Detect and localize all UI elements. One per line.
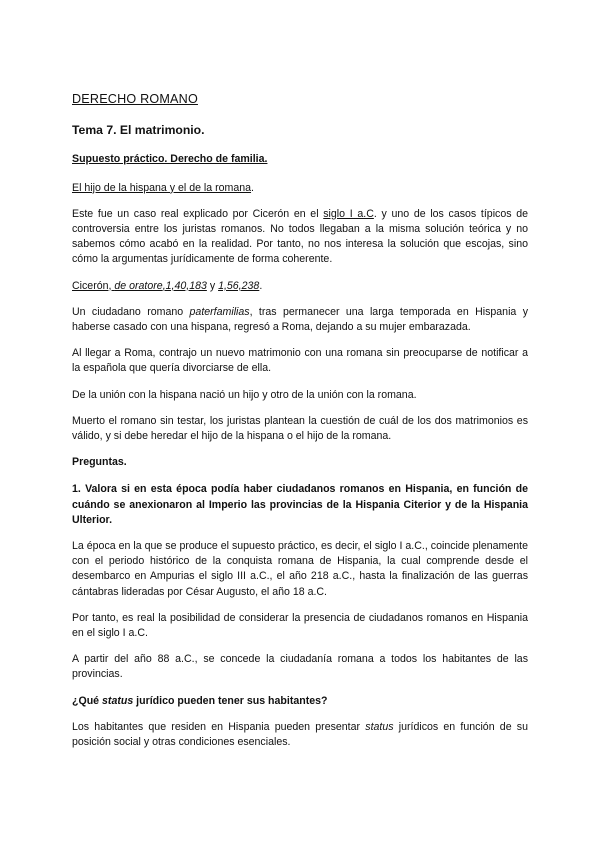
a4-text-b: jurídicos en función de su posición social y otras condiciones esenciales.	[72, 720, 528, 749]
question-2	[72, 694, 528, 709]
p1-text-b: , tras permanecer una larga temporada en Hispania y haberse casado con una hispana, regresó a Roma, dejando a su mujer embarazada.	[72, 305, 529, 334]
intro-text-2: . y uno de los casos típicos de controversia entre los juristas romanos. No todos llegaban a la misma solución teórica y no sabemos cómo acabó en la realidad. Por tanto, no nos interesa la solución que escojas, sino cómo la argumentas jurídicamente de forma coherente.	[72, 207, 528, 266]
answer-paragraph-1: La época en la que se produce el supuesto práctico, es decir, el siglo I a.C., coincide plenamente con el periodo histórico de la conquista romana de Hispania, la cual comprende desde el desembarco en Ampurias el siglo III a.C., el año 218 a.C., hasta la finalización de las guerras cántabras lideradas por César Augusto, el año 18 a.C.	[72, 540, 528, 598]
a4-status-term: status	[365, 720, 394, 733]
case-paragraph-1	[72, 305, 528, 335]
q2-text-a: ¿Qué	[72, 694, 103, 707]
intro-century-link: siglo I a.C	[323, 207, 374, 220]
source-ref-1: ,1,40,183	[162, 279, 207, 292]
answer-paragraph-4	[72, 720, 528, 750]
case-subtitle	[72, 181, 528, 196]
q2-text-b: jurídico pueden tener sus habitantes?	[133, 694, 328, 707]
case-title: Supuesto práctico. Derecho de familia.	[72, 153, 268, 166]
source-author: Cicerón,	[72, 279, 115, 292]
source-ref-2: 1,56,238	[218, 279, 260, 292]
case-paragraph-2: Al llegar a Roma, contrajo un nuevo matrimonio con una romana sin preocuparse de notificar a la española que quería divorciarse de ella.	[72, 347, 528, 375]
course-title: DERECHO ROMANO	[72, 92, 198, 106]
paterfamilias-term: paterfamilias	[189, 305, 250, 318]
questions-heading: Preguntas.	[72, 456, 127, 469]
source-citation	[72, 279, 528, 294]
answer-paragraph-2: Por tanto, es real la posibilidad de considerar la presencia de ciudadanos romanos en Hispania en el siglo I a.C.	[72, 611, 528, 640]
question-1: 1. Valora si en esta época podía haber ciudadanos romanos en Hispania, en función de cuándo se anexionaron al Imperio las provincias de la Hispania Citerior y de la Hispania Ulterior.	[72, 483, 528, 526]
p1-text-a: Un ciudadano romano	[72, 305, 190, 318]
source-and: y	[206, 279, 219, 292]
intro-paragraph	[72, 207, 528, 268]
intro-text-1: Este fue un caso real explicado por Cicerón en el	[72, 207, 324, 220]
topic-title: Tema 7. El matrimonio.	[72, 123, 205, 138]
case-paragraph-4: Muerto el romano sin testar, los juristas plantean la cuestión de cuál de los dos matrimonios es válido, y si debe heredar el hijo de la hispana o el hijo de la romana.	[72, 414, 528, 443]
source-work: de oratore	[114, 279, 163, 292]
case-subtitle-text: El hijo de la hispana y el de la romana	[72, 181, 252, 194]
case-paragraph-3: De la unión con la hispana nació un hijo y otro de la unión con la romana.	[72, 388, 417, 401]
source-end: .	[259, 279, 263, 292]
a4-text-a: Los habitantes que residen en Hispania pueden presentar	[72, 720, 366, 733]
answer-paragraph-3: A partir del año 88 a.C., se concede la ciudadanía romana a todos los habitantes de las provincias.	[72, 653, 528, 681]
q2-status-term: status	[102, 694, 134, 707]
case-subtitle-end: .	[251, 181, 254, 194]
